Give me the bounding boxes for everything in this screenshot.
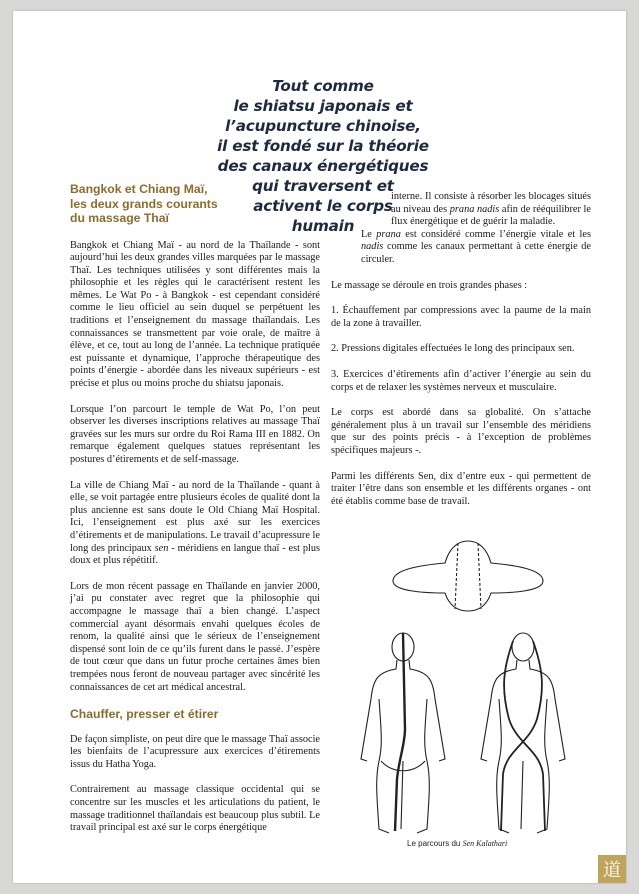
list-item: 3. Exercices d’étirements afin d’activer l’énergie au sein du corps et de relaxer les systèmes nerveux et musculaire.	[331, 368, 591, 393]
paragraph: Lors de mon récent passage en Thaïlande en janvier 2000, j’ai pu constater avec regret que la philosophie qui accompagne le massage thaï a bien changé. L’aspect commercial ayant désormais envahi quelques écoles de renom, la qualité ainsi que le sérieux de l’enseignement dispensé sont loin de ce qu’ils furent dans le passé. J’espère de tout cœur que dans un futur proche certaines âmes bien trempées nous feront de nouveau partager avec sincérité les connaissances de cet art médical ancestral.	[70, 580, 320, 693]
list-item: 1. Échauffement par compressions avec la paume de la main de la zone à travailler.	[331, 305, 591, 329]
paragraph: Le corps est abordé dans sa globalité. On s’attache généralement plus à un travail sur l’ensemble des méridiens que sur des points précis - à l’exception de problèmes spécifiques majeurs -.	[331, 407, 591, 456]
sen-meridian-illustration	[353, 529, 583, 849]
paragraph: Bangkok et Chiang Maï - au nord de la Thaïlande - sont aujourd’hui les deux grandes villes marquées par le massage Thaï. Les techniques utilisées y sont différentes mais la philosophie et les règles qui le caractérisent restent les mêmes. Le Wat Po - à Bangkok - est cependant considéré comme le lieu officiel au sein duquel se perpétuent les traditions et l’enseignement du massage thaïlandais. Les connaissances se transmettent par voie orale, de maître à élève, et ce, tout au long de l’année. La technique pratiquée est puissante et dynamique, l’approche thérapeutique des points d’énergie - abordée dans les niveaux supérieurs - est précise et plus ou moins proche du shiatsu japonais.	[70, 239, 320, 390]
paragraph: Contrairement au massage classique occidental qui se concentre sur les muscles et les articulations du patient, le massage traditionnel thaïlandais est beaucoup plus subtil. Le travail principal est axé sur le corps énergétique	[70, 784, 320, 834]
paragraph: Le prana est considéré comme l’énergie vitale et les nadis comme les canaux permettant à cette énergie de circuler.	[361, 228, 591, 265]
left-column	[70, 182, 320, 848]
figure-caption: Le parcours du Sen Kalathari	[407, 839, 508, 848]
pull-quote-line: l’acupuncture chinoise,	[225, 117, 421, 135]
section-heading: Chauffer, presser et étirer	[70, 707, 219, 722]
pull-quote-line: il est fondé sur la théorie	[217, 137, 429, 155]
pull-quote-line: humain	[291, 217, 355, 235]
right-column	[331, 191, 591, 521]
paragraph: Le massage se déroule en trois grandes phases :	[331, 279, 528, 291]
pull-quote-line: Tout comme	[272, 77, 374, 95]
magazine-page	[13, 11, 626, 883]
pull-quote-line: le shiatsu japonais et	[233, 97, 413, 115]
paragraph: Parmi les différents Sen, dix d’entre eux - qui permettent de traiter l’être dans son ensemble et les différents organes - ont été établis comme base de travail.	[331, 470, 591, 507]
paragraph: De façon simpliste, on peut dire que le massage Thaï associe les bienfaits de l’acupressure aux exercices d’étirements issus du Hatha Yoga.	[70, 733, 321, 770]
paragraph: Lorsque l’on parcourt le temple de Wat Po, l’on peut observer les diverses inscriptions relatives au massage Thaï gravées sur les murs sur ordre du Roi Rama III en 1882. On remarque également quelques statues représentant les postures d’étirements et de self-massage.	[70, 403, 320, 465]
paragraph: interne. Il consiste à résorber les blocages situés au niveau des prana nadis afin de rééquilibrer le flux énergétique et de guérir la maladie.	[391, 191, 591, 228]
section-heading: Bangkok et Chiang Maï, les deux grands courants du massage Thaï	[70, 182, 218, 225]
list-item: 2. Pressions digitales effectuées le long des principaux sen.	[331, 343, 575, 355]
pull-quote-line: activent le corps	[253, 197, 393, 215]
paragraph: La ville de Chiang Maï - au nord de la Thaïlande - quant à elle, se voit partagée entre plusieurs écoles de qualité dont la plus ancienne est sans doute le Old Chiang Maï Hospital. Ici, l’enseignement est plus axé sur les exercices d’étirements et de manipulations. Le travail d’acupressure le long des principaux sen - méridiens en langue thaï - est plus doux et plus répétitif.	[70, 479, 321, 567]
corner-tab: 道	[598, 855, 626, 883]
pull-quote-line: des canaux énergétiques	[217, 157, 429, 175]
pull-quote-line: qui traversent et	[252, 177, 394, 195]
